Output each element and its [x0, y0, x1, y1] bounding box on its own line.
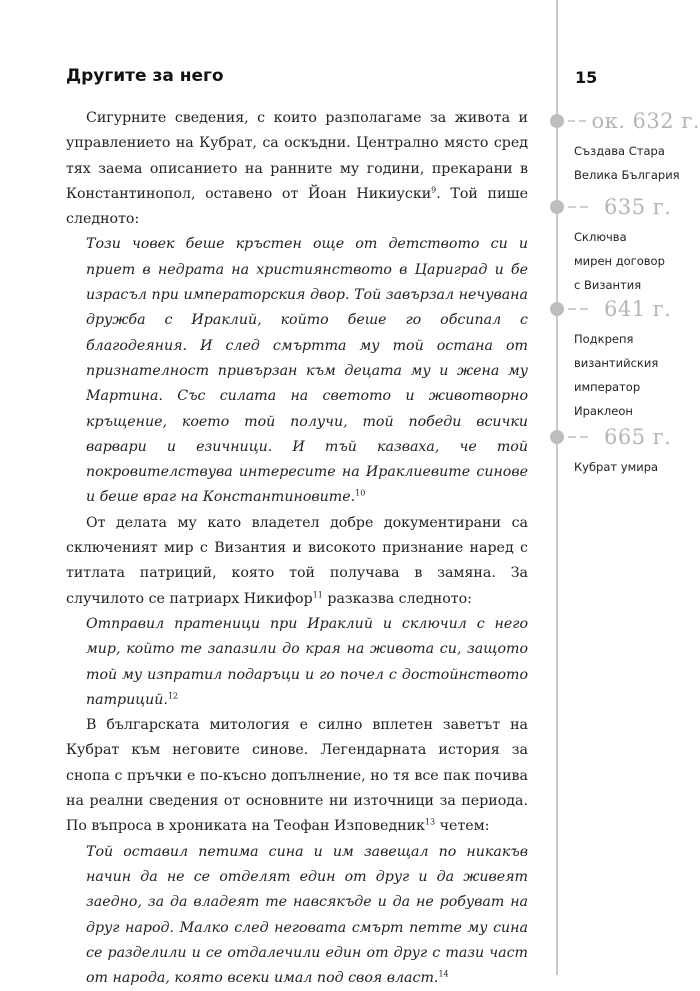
timeline-description: Кубрат умира — [574, 460, 659, 474]
timeline-description: Сключва мирен договор с Византия — [574, 230, 665, 292]
timeline-year: 635 г. — [604, 195, 672, 219]
footnote-ref: 10 — [355, 488, 366, 498]
timeline-entry — [556, 107, 700, 187]
quote: Той оставил петима сина и им завещал по никакъв начин да не се отделят един от друг и да живеят заедно, за да владеят те навсякъде и да не робуват на друг народ. Малко след неговата смърт петте му сина се разделили и се отдалечили един от друг с тази част от народа, която всеки имал под своя власт.$^{14}$ — [86, 843, 528, 987]
timeline-entry — [556, 423, 700, 479]
page-title: Другите за него — [66, 66, 224, 86]
timeline-description: Подкрепя византийския император Ираклеон — [574, 332, 659, 418]
timeline-year: 641 г. — [604, 297, 672, 321]
timeline-entry — [556, 295, 700, 423]
timeline-dot-icon — [556, 120, 591, 122]
timeline-dot-icon — [556, 206, 604, 208]
footnote-ref: 12 — [167, 691, 179, 701]
footnote-ref: 9 — [431, 185, 437, 195]
timeline-year: 665 г. — [604, 425, 672, 449]
footnote-ref: 11 — [312, 589, 323, 599]
page-number: 15 — [575, 68, 598, 87]
timeline-dot-icon — [556, 308, 604, 310]
timeline-entry — [556, 193, 700, 297]
paragraph: Сигурните сведения, с които разполагаме за живота и управлението на Кубрат, са оскъдни. Централно място сред тях заема описанието на ранните му години, прекарани в Константинопол, оставено от Йоан Никиуски$^9$. Той пише следното: — [66, 110, 528, 228]
main-text — [66, 106, 528, 991]
paragraph: От делата му като владетел добре документирани са сключеният мир с Византия и високото признание наред с титлата патриций, която той получава в замяна. За случилото се патриарх Никифор$^{11}$ разказва следното: — [66, 514, 528, 607]
timeline-year: ок. 632 г. — [591, 109, 700, 133]
paragraph: В българската митология е силно вплетен заветът на Кубрат към неговите синове. Легендарната история за снопа с пръчки е по-късно допълнение, но тя все пак почива на реални сведения от основните ни източници за периода. По въпроса в хрониката на Теофан Изповедник$^{13}$ четем: — [66, 717, 528, 835]
timeline-sidebar — [556, 0, 700, 975]
quote: Отправил пратеници при Ираклий и сключил с него мир, който те запазили до края на живота си, защото той му изпратил подаръци и го почел с достойнството патриций.$^{12}$ — [86, 615, 528, 708]
timeline-description: Създава Стара Велика България — [574, 144, 680, 182]
timeline-dot-icon — [556, 436, 604, 438]
footnote-ref: 14 — [438, 969, 449, 979]
footnote-ref: 13 — [424, 817, 436, 827]
quote: Този човек беше кръстен още от детството си и приет в недрата на християнството в Цариград и бе израсъл при императорския двор. Той завързал нечувана дружба с Ираклий, който беше го обсипал с благодеяния. И след смъртта му той остана от признателност привързан към децата му и жена му Мартина. Със силата на светото и животворно кръщение, което той получи, той победи всички варвари и езичници. И тъй казваха, че той покровителствува интересите на Ираклиевите синове и беше враг на Константиновите.$^{10}$ — [86, 236, 528, 506]
